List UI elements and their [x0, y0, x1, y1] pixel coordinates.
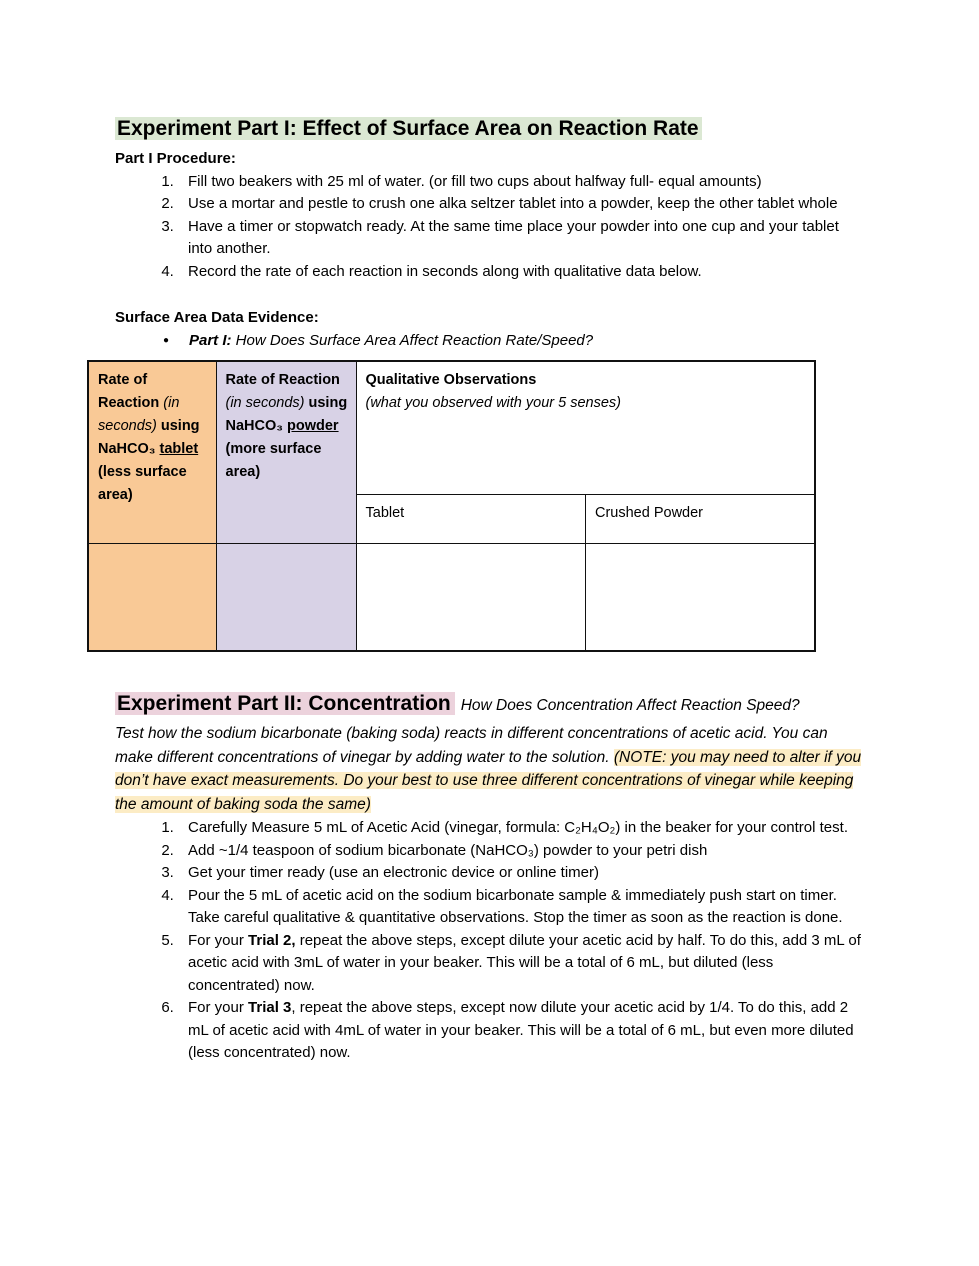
qualitative-subtitle: (what you observed with your 5 senses) — [365, 395, 621, 411]
table-cell-powder-rate-entry — [216, 543, 356, 651]
table-subheader-tablet: Tablet — [356, 494, 586, 543]
part1-heading — [115, 115, 867, 143]
part2-subtitle: How Does Concentration Affect Reaction Speed? — [460, 697, 800, 714]
part2-intro-paragraph: Test how the sodium bicarbonate (baking soda) reacts in different concentrations of acetic acid. You can make different concentrations of vinegar by adding water to the solution. (NOTE: you may need to alter if you don’t have exact measurements. Do your best to use three different concentrations of vinegar while keeping the amount of baking soda the same) — [115, 725, 862, 813]
table-header-tablet-rate: Rate of Reaction (in seconds) using NaHCO₃ tablet (less surface area) — [88, 361, 216, 543]
evidence-label: Surface Area Data Evidence: — [115, 309, 319, 326]
part2-heading — [115, 690, 867, 720]
part1-procedure-label: Part I Procedure: — [115, 150, 236, 167]
procedure-step: 3. Have a timer or stopwatch ready. At the same time place your powder into one cup and your tablet into another. — [178, 216, 867, 261]
qualitative-title: Qualitative Observations — [365, 372, 537, 388]
table-header-qualitative — [356, 361, 815, 494]
part1-title: Experiment Part I: Effect of Surface Area on Reaction Rate — [115, 117, 702, 140]
procedure-step: 1. Carefully Measure 5 mL of Acetic Acid (vinegar, formula: C₂H₄O₂) in the beaker for your control test. — [178, 817, 867, 840]
table-cell-tablet-rate-entry — [88, 543, 216, 651]
surface-area-data-table — [87, 360, 816, 652]
procedure-step: 2. Use a mortar and pestle to crush one alka seltzer tablet into a powder, keep the other tablet whole — [178, 193, 867, 216]
procedure-step: 3. Get your timer ready (use an electronic device or online timer) — [178, 862, 867, 885]
table-cell-tablet-observations — [356, 543, 586, 651]
procedure-step: 6. For your Trial 3, repeat the above steps, except now dilute your acetic acid by 1/4. To do this, add 2 mL of acetic acid with 4mL of water in your beaker. This will be a total of 6 mL, but even more diluted (less concentrated) now. — [178, 997, 867, 1065]
procedure-step: 4. Pour the 5 mL of acetic acid on the sodium bicarbonate sample & immediately push start on timer. Take careful qualitative & quantitative observations. Stop the timer as soon as the reaction is done. — [178, 885, 867, 930]
table-header-powder-rate: Rate of Reaction (in seconds) using NaHCO₃ powder (more surface area) — [216, 361, 356, 543]
evidence-question: Part I: How Does Surface Area Affect Reaction Rate/Speed? — [189, 331, 594, 349]
part2-title: Experiment Part II: Concentration — [115, 692, 455, 715]
bullet-icon: ● — [163, 334, 170, 346]
table-cell-crushed-observations — [586, 543, 816, 651]
procedure-step: 2. Add ~1/4 teaspoon of sodium bicarbonate (NaHCO₃) powder to your petri dish — [178, 840, 867, 863]
procedure-step: 4. Record the rate of each reaction in seconds along with qualitative data below. — [178, 261, 867, 284]
procedure-step: 5. For your Trial 2, repeat the above steps, except dilute your acetic acid by half. To do this, add 3 mL of acetic acid with 3mL of water in your beaker. This will be a total of 6 mL, but diluted (less concentrated) now. — [178, 930, 867, 998]
table-subheader-crushed-powder: Crushed Powder — [586, 494, 816, 543]
evidence-bullet-line — [115, 330, 867, 353]
part1-procedure-list — [115, 171, 867, 284]
part2-procedure-list — [115, 817, 867, 1065]
procedure-step: 1. Fill two beakers with 25 ml of water. (or fill two cups about halfway full- equal amounts) — [178, 171, 867, 194]
